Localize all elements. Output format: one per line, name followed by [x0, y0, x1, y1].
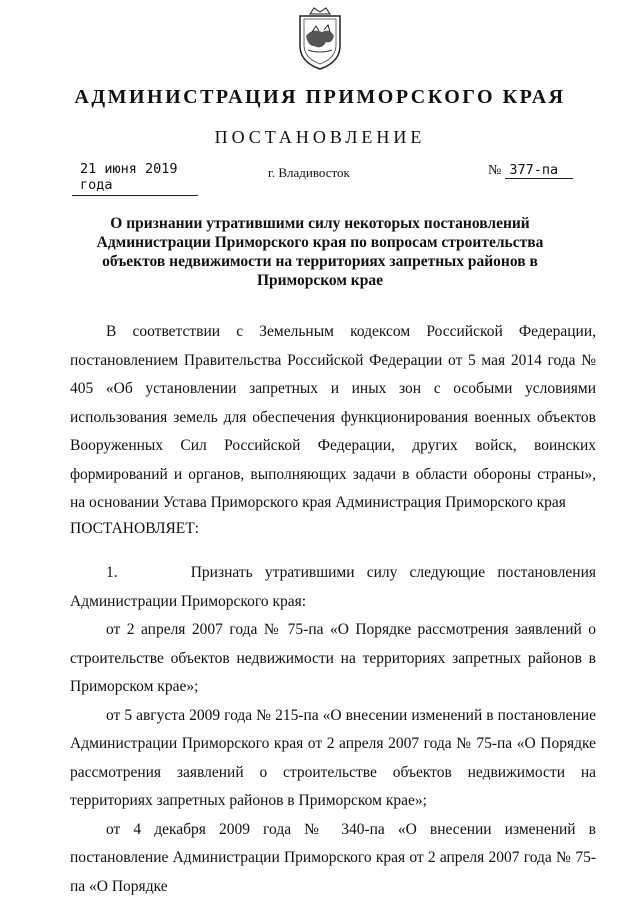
decree-item: 1. Признать утратившими силу следующие постановления Администрации Приморского края:: [70, 564, 596, 610]
document-number: 377-па: [505, 162, 573, 179]
document-type: ПОСТАНОВЛЕНИЕ: [214, 127, 426, 147]
preamble-paragraph: В соответствии с Земельным кодексом Российской Федерации, постановлением Правительства Российской Федерации от 5 мая 2014 года № 405 «Об установлении запретных и иных зон с особыми условиями использования земель для обеспечения функционирования военных объектов Вооруженных Сил Российской Федерации, других войск, воинских формирований и органов, выполняющих задачи в области обороны страны», на основании Устава Приморского края Администрация Приморского края: [70, 323, 596, 511]
coat-of-arms-emblem: [292, 6, 348, 72]
document-number-field: [488, 161, 586, 179]
preamble-section: [70, 318, 596, 518]
document-title: О признании утратившими силу некоторых постановлений Администрации Приморского края по вопросам строительства объектов недвижимости на территориях запретных районов в Приморском крае: [96, 215, 544, 289]
decree-item: от 5 августа 2009 года № 215-па «О внесении изменений в постановление Администрации Приморского края от 2 апреля 2007 года № 75-па «О Порядке рассмотрения заявлений о строительстве объектов недвижимости на территориях запретных районов в Приморском крае»;: [70, 706, 596, 809]
decree-item: от 4 декабря 2009 года № 340-па «О внесении изменений в постановление Администрации Приморского края от 2 апреля 2007 года № 75-па «О Порядке: [70, 820, 596, 895]
number-sign: №: [488, 163, 502, 178]
decree-item: от 2 апреля 2007 года № 75-па «О Порядке рассмотрения заявлений о строительстве объектов недвижимости на территориях запретных районов в Приморском крае»;: [70, 621, 596, 695]
decree-word: ПОСТАНОВЛЯЕТ:: [70, 520, 200, 537]
organization-name: АДМИНИСТРАЦИЯ ПРИМОРСКОГО КРАЯ: [74, 86, 566, 108]
document-date: 21 июня 2019 года: [72, 161, 198, 196]
decree-items: [70, 559, 596, 901]
document-city: г. Владивосток: [268, 165, 350, 180]
